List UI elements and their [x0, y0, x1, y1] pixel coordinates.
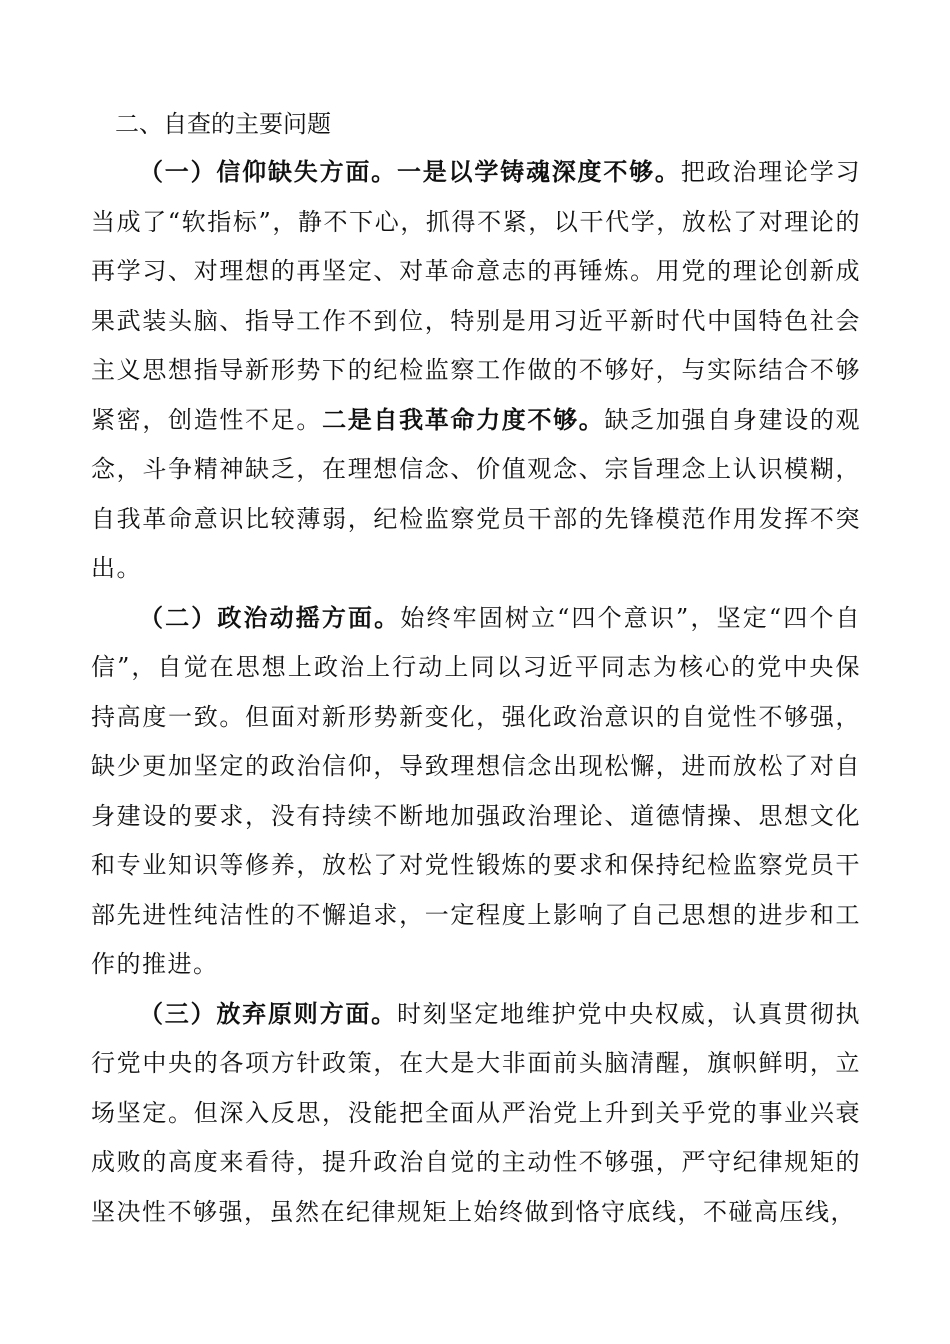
paragraph-lead: （一）信仰缺失方面。 — [139, 158, 397, 186]
paragraph-lead: （二）政治动摇方面。 — [139, 603, 401, 632]
section-heading: 二、自查的主要问题 — [115, 110, 331, 138]
paragraph-faith — [91, 148, 861, 594]
paragraph-text: 时刻坚定地维护党中央权威，认真贯彻执行党中央的各项方针政策，在大是大非面前头脑清醒，旗帜鲜明，立场坚定。但深入反思，没能把全面从严治党上升到关乎党的事业兴衰成败的高度来看待，提升政治自觉的主动性不够强，严守纪律规矩的坚决性不够强，虽然在纪律规矩上始终做到恪守底线，不碰高压线， — [91, 999, 862, 1226]
paragraph-text: 把政治理论学习当成了“软指标”，静不下心，抓得不紧，以干代学，放松了对理论的再学习、对理想的再坚定、对革命意志的再锤炼。用党的理论创新成果武装头脑、指导工作不到位，特别是用习近平新时代中国特色社会主义思想指导新形势下的纪检监察工作做的不够好，与实际结合不够紧密，创造性不足。 — [91, 158, 862, 434]
document-body — [91, 100, 861, 1237]
paragraph-text: 始终牢固树立“四个意识”，坚定“四个自信”，自觉在思想上政治上行动上同以习近平同志为核心的党中央保持高度一致。但面对新形势新变化，强化政治意识的自觉性不够强，缺少更加坚定的政治信仰，导致理想信念出现松懈，进而放松了对自身建设的要求，没有持续不断地加强政治理论、道德情操、思想文化和专业知识等修养，放松了对党性锻炼的要求和保持纪检监察党员干部先进性纯洁性的不懈追求，一定程度上影响了自己思想的进步和工作的推进。 — [91, 603, 862, 978]
paragraph-politics — [91, 594, 861, 990]
paragraph-text: 缺乏加强自身建设的观念，斗争精神缺乏，在理想信念、价值观念、宗旨理念上认识模糊，自我革命意识比较薄弱，纪检监察党员干部的先锋模范作用发挥不突出。 — [91, 405, 862, 582]
paragraph-principles — [91, 990, 861, 1238]
paragraph-lead: （三）放弃原则方面。 — [139, 999, 397, 1028]
point-title: 二是自我革命力度不够。 — [322, 405, 605, 434]
point-title: 一是以学铸魂深度不够。 — [396, 158, 681, 186]
